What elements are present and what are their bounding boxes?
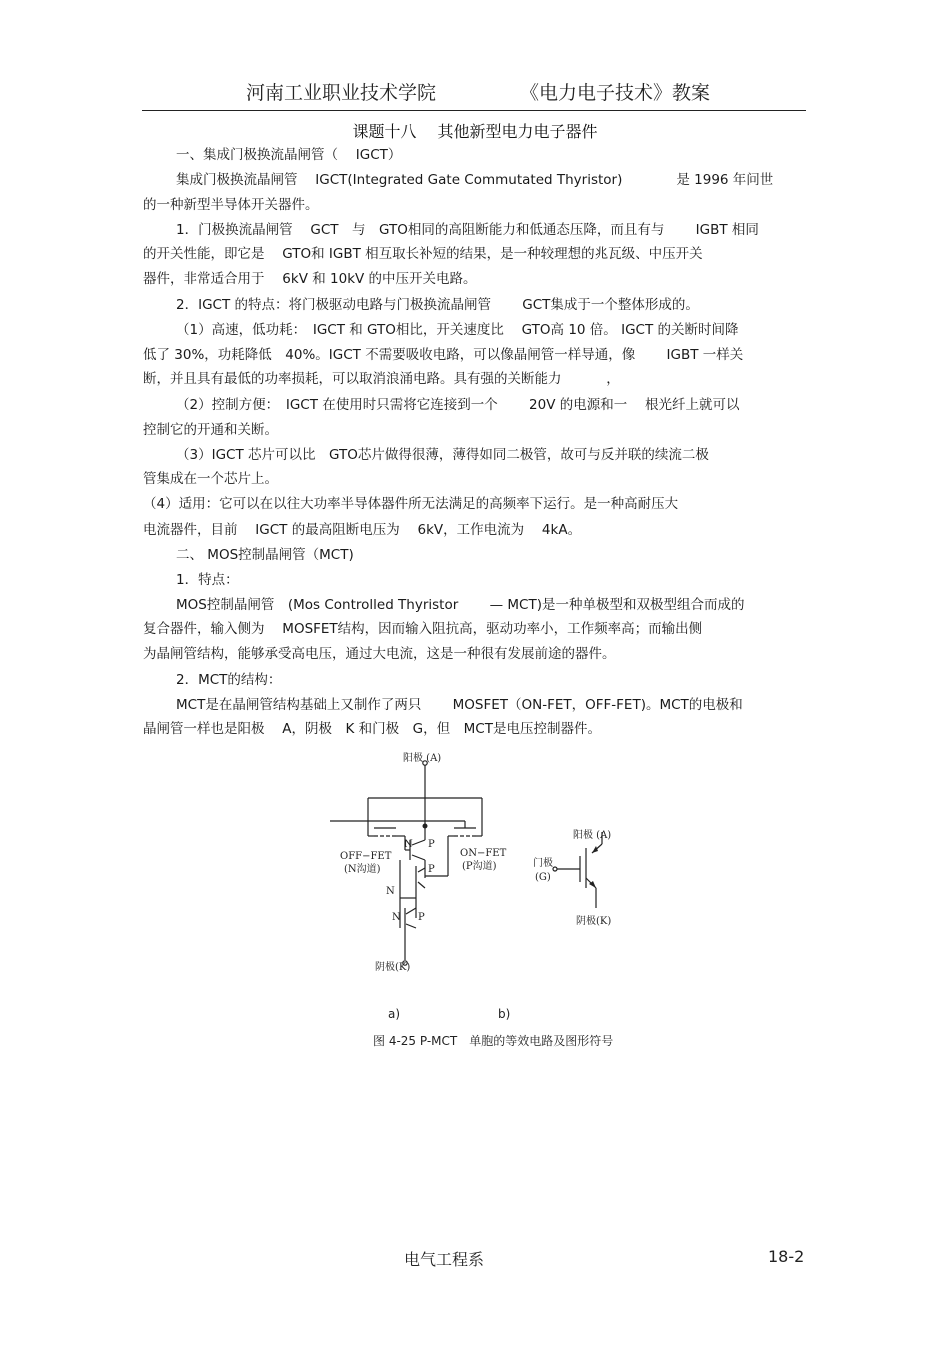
text-line: （3）IGCT 芯片可以比 GTO芯片做得很薄，薄得如同二极管，故可与反并联的续流二极 [176,447,709,463]
text-line: （4）适用：它可以在以往大功率半导体器件所无法满足的高频率下运行。是一种高耐压大 [143,496,679,512]
text-line: 控制它的开通和关断。 [143,422,278,438]
header-school: 河南工业职业技术学院 [246,82,437,104]
figure-sub-a: a) [388,1007,401,1021]
label-on-fet-channel: (P沟道) [462,861,497,872]
footer-dept: 电气工程系 [404,1250,485,1269]
label-anode-b: 阳极 (A) [573,830,612,841]
text-line: 断，并且具有最低的功率损耗，可以取消浪涌电路。具有强的关断能力 ， [143,371,620,387]
text-line: 1．门极换流晶闸管 GCT 与 GTO相同的高阻断能力和低通态压降，而且有与 IGBT 相同 [176,222,759,238]
text-line: （2）控制方便： IGCT 在使用时只需将它连接到一个 20V 的电源和一 根光纤上就可以 [176,397,740,413]
text-line: （1）高速，低功耗： IGCT 和 GTO相比，开关速度比 GTO高 10 倍。 IGCT 的关断时间降 [176,322,739,338]
label-off-fet-channel: (N沟道) [344,864,381,875]
text-line: 1．特点： [176,572,239,588]
label-n1: N [404,839,413,850]
figure-caption: 图 4-25 P-MCT 单胞的等效电路及图形符号 [373,1034,614,1048]
text-line: 的开关性能，即它是 GTO和 IGBT 相互取长补短的结果，是一种较理想的兆瓦级、中压开关 [143,246,703,262]
text-line: 复合器件，输入侧为 MOSFET结构，因而输入阻抗高，驱动功率小，工作频率高；而输出侧 [143,621,703,637]
text-line: 器件，非常适合用于 6kV 和 10kV 的中压开关电路。 [143,271,477,287]
label-cathode-a: 阴极(K) [375,962,411,973]
p-mct-circuit-figure [330,748,630,983]
header-course: 《电力电子技术》教案 [520,82,711,104]
label-off-fet: OFF−FET [340,851,392,862]
label-p2: P [428,864,435,875]
label-gate-g: (G) [535,872,551,883]
text-line: 低了 30%，功耗降低 40%。IGCT 不需要吸收电路，可以像晶闸管一样导通，像 IGBT 一样关 [143,347,744,363]
figure-sub-b: b) [498,1007,511,1021]
text-line: 电流器件，目前 IGCT 的最高阻断电压为 6kV，工作电流为 4kA。 [143,522,582,538]
footer-page-number: 18-2 [768,1247,805,1266]
text-line: 管集成在一个芯片上。 [143,471,278,487]
label-p1: P [428,839,435,850]
label-gate: 门极 [533,858,553,869]
text-line: MOS控制晶闸管 (Mos Controlled Thyristor — MCT)是一种单极型和双极型组合而成的 [176,597,745,613]
text-line: 二、 MOS控制晶闸管（MCT) [176,547,354,563]
label-on-fet: ON−FET [460,848,507,859]
text-line: 集成门极换流晶闸管 IGCT(Integrated Gate Commutated Thyristor) 是 1996 年问世 [176,172,774,188]
lesson-title: 课题十八 其他新型电力电子器件 [352,122,598,141]
text-line: 一、集成门极换流晶闸管（ IGCT） [176,147,402,163]
text-line: 2．MCT的结构： [176,672,282,688]
text-line: 为晶闸管结构，能够承受高电压，通过大电流，这是一种很有发展前途的器件。 [143,646,616,662]
text-line: MCT是在晶闸管结构基础上又制作了两只 MOSFET（ON-FET，OFF-FET)。MCT的电极和 [176,697,743,713]
label-cathode-b: 阴极(K) [576,916,612,927]
label-anode-a: 阳极 (A) [403,753,442,764]
text-line: 晶闸管一样也是阳极 A，阴极 K 和门极 G，但 MCT是电压控制器件。 [143,721,601,737]
header-rule [142,110,806,111]
label-n2: N [386,886,395,897]
text-line: 2．IGCT 的特点：将门极驱动电路与门极换流晶闸管 GCT集成于一个整体形成的。 [176,297,699,313]
label-n3: N [392,912,401,923]
label-p3: P [418,912,425,923]
text-line: 的一种新型半导体开关器件。 [143,197,319,213]
